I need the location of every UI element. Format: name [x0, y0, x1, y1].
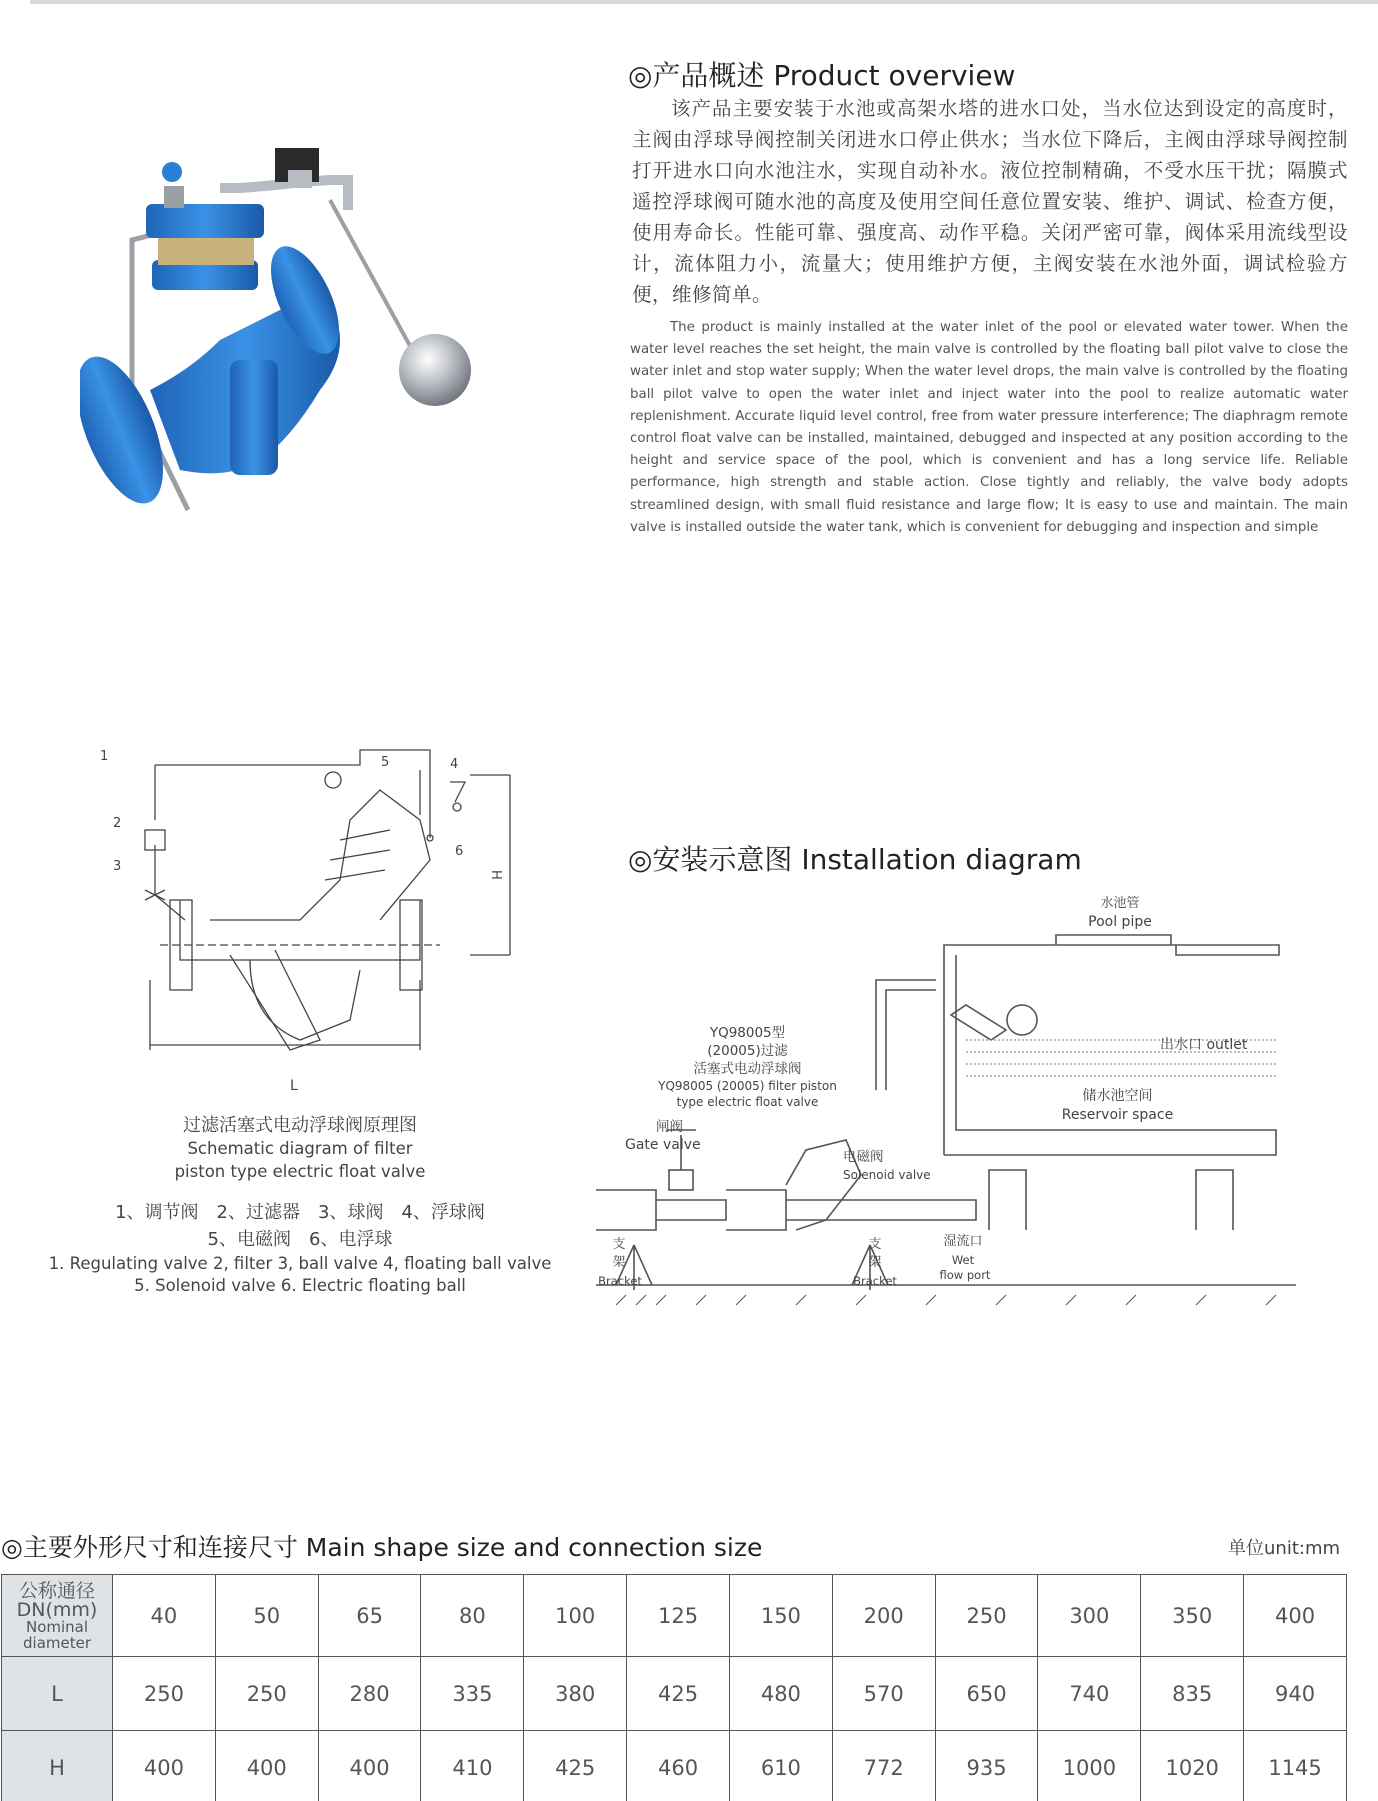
model-label-3: 活塞式电动浮球阀	[693, 1061, 802, 1077]
l-cell: 250	[215, 1657, 318, 1731]
reservoir-label-en: Reservoir space	[1061, 1107, 1174, 1123]
wet-port-label-cn: 湿流口	[943, 1234, 983, 1249]
callout-4: 4	[450, 757, 459, 772]
dimension-h-label: H	[488, 870, 503, 880]
h-cell: 935	[935, 1731, 1038, 1801]
table-header-cell	[2, 1575, 113, 1657]
pool-pipe-label-en: Pool pipe	[1088, 914, 1152, 930]
h-cell: 1000	[1038, 1731, 1141, 1801]
h-cell: 460	[627, 1731, 730, 1801]
h-cell: 1020	[1141, 1731, 1244, 1801]
outlet-label: 出水口 outlet	[1160, 1037, 1248, 1053]
callout-5: 5	[381, 755, 390, 770]
h-cell: 400	[113, 1731, 216, 1801]
header-en-1: Nominal	[25, 1617, 89, 1636]
schematic-caption-en-1: Schematic diagram of filter	[187, 1139, 413, 1158]
model-label-5: type electric float valve	[676, 1095, 819, 1109]
l-cell: 835	[1141, 1657, 1244, 1731]
callout-1: 1	[100, 749, 109, 764]
solenoid-label-cn: 电磁阀	[843, 1149, 884, 1165]
legend-en-2: 5. Solenoid valve 6. Electric floating ball	[134, 1276, 466, 1295]
wet-port-label-en-1: Wet	[951, 1253, 975, 1267]
overview-heading: ◎产品概述 Product overview	[628, 59, 1016, 92]
callout-6: 6	[455, 844, 464, 859]
dn-cell: 125	[627, 1575, 730, 1657]
model-label-4: YQ98005 (20005) filter piston	[658, 1079, 837, 1093]
l-cell: 380	[524, 1657, 627, 1731]
schematic-drawing	[100, 720, 540, 1100]
dimension-l-label: L	[290, 1078, 298, 1094]
h-cell: 400	[215, 1731, 318, 1801]
top-divider	[30, 0, 1378, 4]
bracket-left-en: Bracket	[598, 1274, 642, 1288]
schematic-caption-cn: 过滤活塞式电动浮球阀原理图	[183, 1115, 417, 1136]
reservoir-label-cn: 储水池空间	[1082, 1088, 1153, 1104]
callout-3: 3	[113, 859, 122, 874]
h-cell: 772	[832, 1731, 935, 1801]
bracket-right-cn-1: 支	[868, 1237, 882, 1252]
table-row-l	[2, 1657, 1347, 1731]
model-label-2: (20005)过滤	[707, 1043, 788, 1059]
dn-cell: 350	[1141, 1575, 1244, 1657]
wet-port-label-en-2: flow port	[939, 1268, 991, 1282]
row-label-l: L	[2, 1657, 113, 1731]
valve-product-photo	[80, 140, 560, 520]
l-cell: 280	[318, 1657, 421, 1731]
l-cell: 570	[832, 1657, 935, 1731]
legend-en-1: 1. Regulating valve 2, filter 3, ball valve 4, floating ball valve	[48, 1254, 552, 1273]
dn-cell: 400	[1244, 1575, 1347, 1657]
installation-heading: ◎安装示意图 Installation diagram	[628, 843, 1082, 876]
dimensions-heading: ◎主要外形尺寸和连接尺寸 Main shape size and connection size	[1, 1533, 763, 1562]
dn-cell: 80	[421, 1575, 524, 1657]
h-cell: 425	[524, 1731, 627, 1801]
legend-cn-2: 5、电磁阀 6、电浮球	[207, 1229, 393, 1250]
l-cell: 940	[1244, 1657, 1347, 1731]
overview-cn-text: 该产品主要安装于水池或高架水塔的进水口处，当水位达到设定的高度时，主阀由浮球导阀控制关闭进水口停止供水；当水位下降后，主阀由浮球导阀控制打开进水口向水池注水，实现自动补水。液位控制精确，不受水压干扰；隔膜式遥控浮球阀可随水池的高度及使用空间任意位置安装、维护、调试、检查方便，使用寿命长。性能可靠、强度高、动作平稳。关闭严密可靠，阀体采用流线型设计，流体阻力小，流量大；使用维护方便，主阀安装在水池外面，调试检验方便，维修简单。	[632, 97, 1348, 306]
l-cell: 650	[935, 1657, 1038, 1731]
l-cell: 740	[1038, 1657, 1141, 1731]
bracket-right-cn-2: 架	[868, 1255, 882, 1270]
h-cell: 410	[421, 1731, 524, 1801]
row-label-h: H	[2, 1731, 113, 1801]
bracket-right-en: Bracket	[853, 1274, 897, 1288]
bracket-left-cn-1: 支	[612, 1237, 626, 1252]
legend-cn-1: 1、调节阀 2、过滤器 3、球阀 4、浮球阀	[115, 1202, 485, 1223]
dn-cell: 150	[729, 1575, 832, 1657]
dn-cell: 300	[1038, 1575, 1141, 1657]
model-label-1: YQ98005型	[709, 1025, 786, 1041]
dn-cell: 65	[318, 1575, 421, 1657]
header-dn: DN(mm)	[16, 1598, 98, 1621]
schematic-caption-en-2: piston type electric float valve	[174, 1162, 426, 1181]
table-row-h	[2, 1731, 1347, 1801]
dn-cell: 100	[524, 1575, 627, 1657]
dimensions-table	[1, 1574, 1347, 1801]
header-cn: 公称通径	[18, 1579, 95, 1602]
dn-cell: 200	[832, 1575, 935, 1657]
unit-label: 单位unit:mm	[1228, 1538, 1341, 1559]
bracket-left-cn-2: 架	[612, 1255, 626, 1270]
table-row-dn	[2, 1575, 1347, 1657]
l-cell: 425	[627, 1657, 730, 1731]
gate-valve-label-cn: 闸阀	[656, 1119, 683, 1135]
l-cell: 480	[729, 1657, 832, 1731]
dn-cell: 250	[935, 1575, 1038, 1657]
gate-valve-label-en: Gate valve	[625, 1137, 701, 1153]
h-cell: 610	[729, 1731, 832, 1801]
l-cell: 250	[113, 1657, 216, 1731]
header-en-2: diameter	[23, 1633, 91, 1652]
pool-pipe-label-cn: 水池管	[1100, 896, 1140, 911]
h-cell: 1145	[1244, 1731, 1347, 1801]
dn-cell: 40	[113, 1575, 216, 1657]
overview-en-text: The product is mainly installed at the water inlet of the pool or elevated water tower. When the water level reaches the set height, the main valve is controlled by the floating ball pilot valve to close the water inlet and stop water supply; When the water level drops, the main valve is controlled by the floating ball pilot valve to open the water inlet and inject water into the pool to realize automatic water replenishment. Accurate liquid level control, free from water pressure interference; The diaphragm remote control float valve can be installed, maintained, debugged and inspected at any position according to the height and service space of the pool, which is convenient and has a long service life. Reliable performance, high strength and stable action. Close tightly and reliably, the valve body adopts streamlined design, with small fluid resistance and large flow; It is easy to use and maintain. The main valve is installed outside the water tank, which is convenient for debugging and inspection and simple	[630, 320, 1348, 535]
l-cell: 335	[421, 1657, 524, 1731]
callout-2: 2	[113, 816, 122, 831]
h-cell: 400	[318, 1731, 421, 1801]
solenoid-label-en: Solenoid valve	[843, 1168, 931, 1182]
dn-cell: 50	[215, 1575, 318, 1657]
